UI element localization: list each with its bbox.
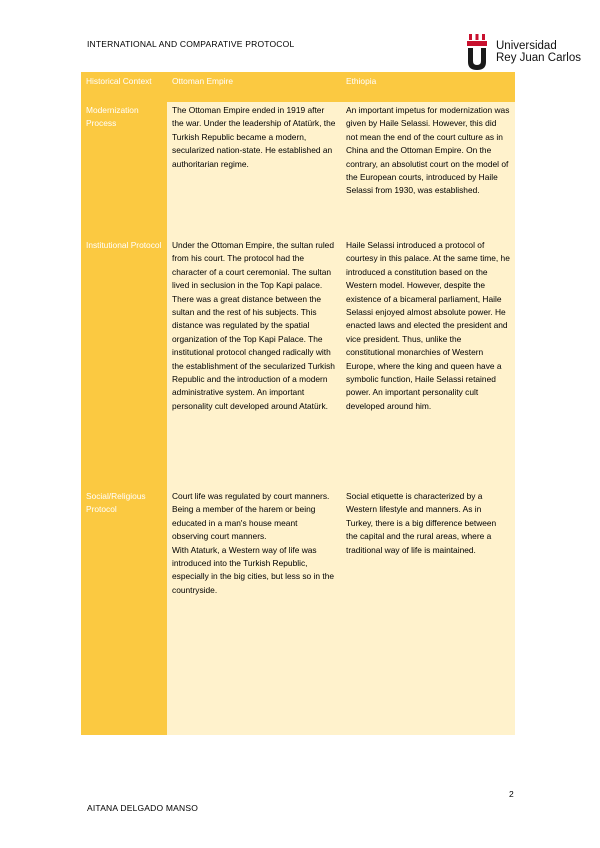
- document-header-title: INTERNATIONAL AND COMPARATIVE PROTOCOL: [87, 39, 295, 49]
- row-label: Modernization Process: [81, 102, 167, 236]
- row-label: Social/Religious Protocol: [81, 486, 167, 735]
- ethiopia-cell: Haile Selassi introduced a protocol of courtesy in this palace. At the same time, he introduced a constitution based on the Western model. However, despite the existence of a bicameral parliament, Haile Selassi enjoyed almost absolute power. He enacted laws and elected the president and vice president. Thus, unlike the constitutional monarchies of Western Europe, where the king and queen have a symbolic function, Haile Selassi retained power. An important personality cult developed around him.: [341, 236, 515, 486]
- ottoman-cell: The Ottoman Empire ended in 1919 after the war. Under the leadership of Atatürk, the Turkish Republic became a modern, secularized nation-state. He established an authoritarian regime.: [167, 102, 341, 236]
- ottoman-cell: Under the Ottoman Empire, the sultan ruled from his court. The protocol had the character of a court ceremonial. The sultan lived in seclusion in the Top Kapi palace. There was a great distance between the sultan and the rest of his subjects. This distance was regulated by the spatial organization of the Top Kapi Palace. The institutional protocol changed radically with the establishment of the secularized Turkish Republic and the introduction of a modern administrative system. An important personality cult developed around Atatürk.: [167, 236, 341, 486]
- ethiopia-cell: An important impetus for modernization was given by Haile Selassi. However, this did not mean the end of the court culture as in China and the Ottoman Empire. On the contrary, an absolutist court on the model of the European courts, introduced by Haile Selassi from 1930, was established.: [341, 102, 515, 236]
- university-name: [496, 40, 581, 64]
- header-ethiopia: Ethiopia: [341, 72, 515, 102]
- page-number: 2: [509, 789, 514, 799]
- comparison-table: [81, 72, 515, 735]
- table-header-row: [81, 72, 515, 102]
- university-logo: [466, 34, 582, 72]
- table-row: [81, 486, 515, 735]
- document-footer-author: AITANA DELGADO MANSO: [87, 803, 199, 813]
- header-historical-context: Historical Context: [81, 72, 167, 102]
- ethiopia-cell: Social etiquette is characterized by a Western lifestyle and manners. As in Turkey, there is a big difference between the capital and the rural areas, where a traditional way of life is maintained.: [341, 486, 515, 735]
- university-name-line1: Universidad: [496, 40, 557, 52]
- row-label: Institutional Protocol: [81, 236, 167, 486]
- table-row: [81, 102, 515, 236]
- table-row: [81, 236, 515, 486]
- university-crest-icon: [466, 34, 488, 70]
- header-ottoman-empire: Ottoman Empire: [167, 72, 341, 102]
- ottoman-cell: Court life was regulated by court manners. Being a member of the harem or being educated in a man's house meant observing court manners. With Ataturk, a Western way of life was introduced into the Turkish Republic, especially in the big cities, but less so in the countryside.: [167, 486, 341, 735]
- university-name-line2: Rey Juan Carlos: [496, 52, 582, 64]
